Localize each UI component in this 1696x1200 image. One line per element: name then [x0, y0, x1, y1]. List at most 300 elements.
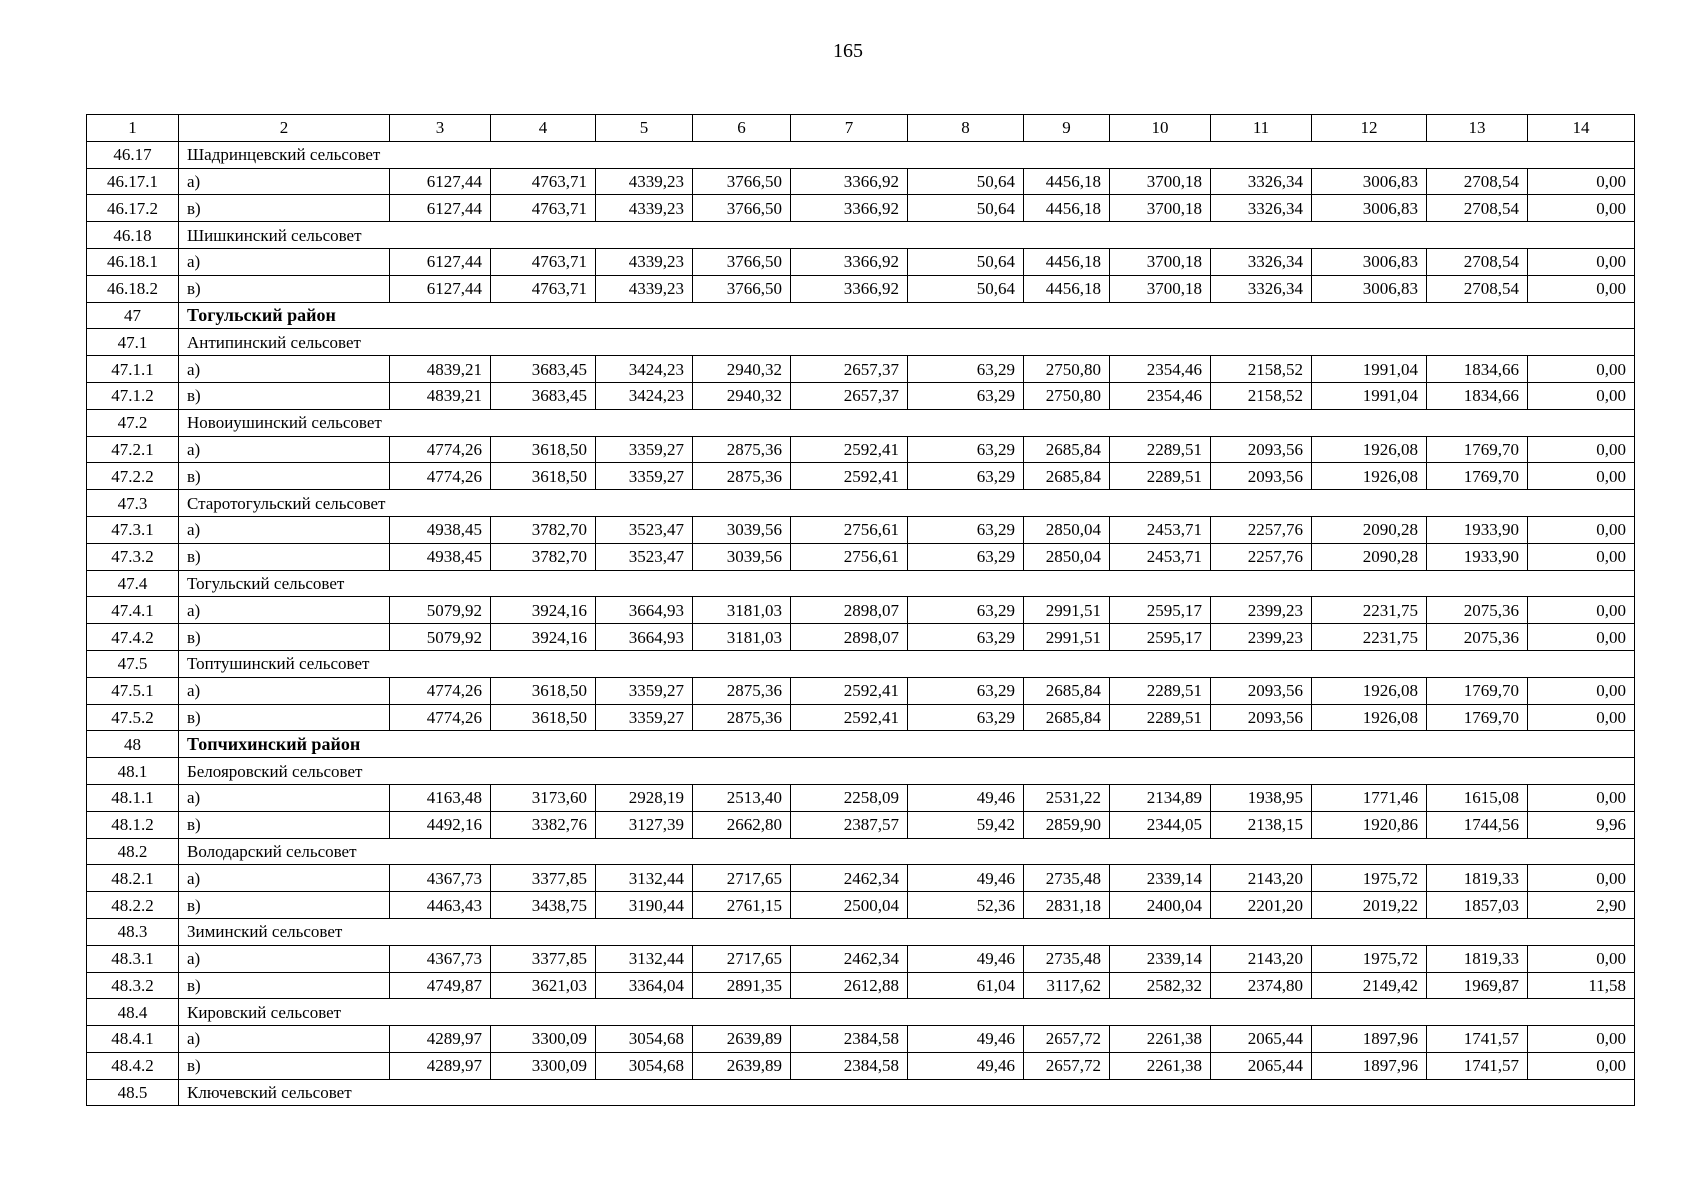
value-cell: 2991,51 — [1024, 624, 1110, 651]
value-cell: 2065,44 — [1211, 1052, 1312, 1079]
value-cell: 1834,66 — [1427, 356, 1528, 383]
value-cell: 3621,03 — [491, 972, 596, 999]
value-cell: 50,64 — [908, 168, 1024, 195]
row-code: 47.4 — [87, 570, 179, 597]
row-code: 47.1.1 — [87, 356, 179, 383]
council-name: Старотогульский сельсовет — [179, 490, 1635, 517]
value-cell: 2289,51 — [1110, 704, 1211, 731]
value-cell: 2595,17 — [1110, 597, 1211, 624]
value-cell: 1926,08 — [1312, 677, 1427, 704]
value-cell: 2761,15 — [693, 892, 791, 919]
value-cell: 3424,23 — [596, 382, 693, 409]
value-cell: 3006,83 — [1312, 248, 1427, 275]
value-cell: 2756,61 — [791, 543, 908, 570]
value-cell: 3664,93 — [596, 624, 693, 651]
column-header: 9 — [1024, 115, 1110, 142]
value-cell: 2875,36 — [693, 704, 791, 731]
value-cell: 2592,41 — [791, 463, 908, 490]
value-cell: 3359,27 — [596, 704, 693, 731]
value-cell: 2875,36 — [693, 677, 791, 704]
value-cell: 2708,54 — [1427, 275, 1528, 302]
value-cell: 3132,44 — [596, 865, 693, 892]
value-cell: 2639,89 — [693, 1026, 791, 1053]
value-cell: 2850,04 — [1024, 543, 1110, 570]
table-row — [87, 784, 1635, 811]
value-cell: 2928,19 — [596, 784, 693, 811]
row-label: в) — [179, 972, 390, 999]
value-cell: 1744,56 — [1427, 811, 1528, 838]
row-code: 47.3 — [87, 490, 179, 517]
value-cell: 2750,80 — [1024, 356, 1110, 383]
value-cell: 2257,76 — [1211, 516, 1312, 543]
value-cell: 1933,90 — [1427, 516, 1528, 543]
council-name: Шадринцевский сельсовет — [179, 141, 1635, 168]
value-cell: 0,00 — [1528, 865, 1635, 892]
value-cell: 4463,43 — [390, 892, 491, 919]
row-code: 47.5.2 — [87, 704, 179, 731]
value-cell: 2231,75 — [1312, 624, 1427, 651]
value-cell: 3366,92 — [791, 195, 908, 222]
value-cell: 4938,45 — [390, 516, 491, 543]
value-cell: 2149,42 — [1312, 972, 1427, 999]
value-cell: 2717,65 — [693, 865, 791, 892]
value-cell: 49,46 — [908, 865, 1024, 892]
value-cell: 1897,96 — [1312, 1026, 1427, 1053]
table-row — [87, 972, 1635, 999]
value-cell: 3366,92 — [791, 248, 908, 275]
council-row — [87, 409, 1635, 436]
value-cell: 3006,83 — [1312, 275, 1427, 302]
value-cell: 3924,16 — [491, 597, 596, 624]
value-cell: 4774,26 — [390, 436, 491, 463]
value-cell: 1741,57 — [1427, 1026, 1528, 1053]
row-code: 47 — [87, 302, 179, 329]
district-name: Тогульский район — [179, 302, 1635, 329]
row-label: а) — [179, 865, 390, 892]
value-cell: 2138,15 — [1211, 811, 1312, 838]
value-cell: 2257,76 — [1211, 543, 1312, 570]
value-cell: 2685,84 — [1024, 436, 1110, 463]
column-header: 7 — [791, 115, 908, 142]
value-cell: 2143,20 — [1211, 945, 1312, 972]
value-cell: 3523,47 — [596, 543, 693, 570]
row-label: а) — [179, 597, 390, 624]
row-label: в) — [179, 624, 390, 651]
value-cell: 1819,33 — [1427, 945, 1528, 972]
value-cell: 1769,70 — [1427, 677, 1528, 704]
value-cell: 1769,70 — [1427, 436, 1528, 463]
council-row — [87, 758, 1635, 785]
value-cell: 0,00 — [1528, 463, 1635, 490]
value-cell: 2462,34 — [791, 945, 908, 972]
council-row — [87, 490, 1635, 517]
value-cell: 3181,03 — [693, 597, 791, 624]
table-row — [87, 168, 1635, 195]
value-cell: 2261,38 — [1110, 1052, 1211, 1079]
district-name: Топчихинский район — [179, 731, 1635, 758]
value-cell: 2400,04 — [1110, 892, 1211, 919]
value-cell: 3424,23 — [596, 356, 693, 383]
value-cell: 2339,14 — [1110, 865, 1211, 892]
row-label: в) — [179, 195, 390, 222]
value-cell: 2735,48 — [1024, 865, 1110, 892]
value-cell: 6127,44 — [390, 275, 491, 302]
value-cell: 3366,92 — [791, 275, 908, 302]
value-cell: 63,29 — [908, 677, 1024, 704]
value-cell: 1771,46 — [1312, 784, 1427, 811]
value-cell: 0,00 — [1528, 195, 1635, 222]
value-cell: 3006,83 — [1312, 195, 1427, 222]
value-cell: 1857,03 — [1427, 892, 1528, 919]
value-cell: 3618,50 — [491, 463, 596, 490]
row-code: 46.17.2 — [87, 195, 179, 222]
row-code: 48.2.1 — [87, 865, 179, 892]
value-cell: 3359,27 — [596, 436, 693, 463]
value-cell: 3683,45 — [491, 382, 596, 409]
value-cell: 52,36 — [908, 892, 1024, 919]
row-label: в) — [179, 892, 390, 919]
value-cell: 2354,46 — [1110, 382, 1211, 409]
value-cell: 3523,47 — [596, 516, 693, 543]
value-cell: 2075,36 — [1427, 624, 1528, 651]
value-cell: 3766,50 — [693, 168, 791, 195]
value-cell: 2875,36 — [693, 463, 791, 490]
value-cell: 4367,73 — [390, 945, 491, 972]
value-cell: 3326,34 — [1211, 248, 1312, 275]
table-row — [87, 811, 1635, 838]
row-label: в) — [179, 275, 390, 302]
value-cell: 2756,61 — [791, 516, 908, 543]
value-cell: 2462,34 — [791, 865, 908, 892]
value-cell: 3173,60 — [491, 784, 596, 811]
council-name: Тогульский сельсовет — [179, 570, 1635, 597]
value-cell: 2662,80 — [693, 811, 791, 838]
row-code: 47.1.2 — [87, 382, 179, 409]
council-row — [87, 918, 1635, 945]
value-cell: 2,90 — [1528, 892, 1635, 919]
value-cell: 4763,71 — [491, 275, 596, 302]
column-header: 10 — [1110, 115, 1211, 142]
value-cell: 1975,72 — [1312, 865, 1427, 892]
value-cell: 0,00 — [1528, 356, 1635, 383]
table-row — [87, 463, 1635, 490]
value-cell: 3181,03 — [693, 624, 791, 651]
value-cell: 2859,90 — [1024, 811, 1110, 838]
row-label: а) — [179, 516, 390, 543]
value-cell: 4774,26 — [390, 677, 491, 704]
value-cell: 3700,18 — [1110, 275, 1211, 302]
value-cell: 6127,44 — [390, 248, 491, 275]
value-cell: 2093,56 — [1211, 704, 1312, 731]
value-cell: 2612,88 — [791, 972, 908, 999]
value-cell: 4763,71 — [491, 195, 596, 222]
value-cell: 0,00 — [1528, 784, 1635, 811]
value-cell: 3664,93 — [596, 597, 693, 624]
value-cell: 2940,32 — [693, 356, 791, 383]
row-code: 46.18.1 — [87, 248, 179, 275]
value-cell: 4938,45 — [390, 543, 491, 570]
value-cell: 5079,92 — [390, 624, 491, 651]
value-cell: 3618,50 — [491, 677, 596, 704]
value-cell: 49,46 — [908, 1026, 1024, 1053]
value-cell: 3700,18 — [1110, 248, 1211, 275]
value-cell: 1926,08 — [1312, 436, 1427, 463]
column-header: 3 — [390, 115, 491, 142]
value-cell: 3782,70 — [491, 516, 596, 543]
value-cell: 63,29 — [908, 704, 1024, 731]
value-cell: 11,58 — [1528, 972, 1635, 999]
value-cell: 2657,72 — [1024, 1026, 1110, 1053]
row-label: а) — [179, 356, 390, 383]
value-cell: 2685,84 — [1024, 704, 1110, 731]
value-cell: 2735,48 — [1024, 945, 1110, 972]
column-header: 11 — [1211, 115, 1312, 142]
value-cell: 3700,18 — [1110, 168, 1211, 195]
value-cell: 2289,51 — [1110, 677, 1211, 704]
value-cell: 2090,28 — [1312, 516, 1427, 543]
table-row — [87, 248, 1635, 275]
row-code: 47.2.2 — [87, 463, 179, 490]
column-header: 5 — [596, 115, 693, 142]
value-cell: 2258,09 — [791, 784, 908, 811]
value-cell: 4774,26 — [390, 704, 491, 731]
value-cell: 2158,52 — [1211, 356, 1312, 383]
value-cell: 0,00 — [1528, 516, 1635, 543]
value-cell: 4289,97 — [390, 1052, 491, 1079]
column-header: 1 — [87, 115, 179, 142]
value-cell: 63,29 — [908, 624, 1024, 651]
value-cell: 2592,41 — [791, 436, 908, 463]
table-row — [87, 382, 1635, 409]
table-row — [87, 624, 1635, 651]
value-cell: 1969,87 — [1427, 972, 1528, 999]
value-cell: 2090,28 — [1312, 543, 1427, 570]
value-cell: 2134,89 — [1110, 784, 1211, 811]
value-cell: 6127,44 — [390, 195, 491, 222]
value-cell: 2595,17 — [1110, 624, 1211, 651]
value-cell: 2639,89 — [693, 1052, 791, 1079]
table-row — [87, 516, 1635, 543]
value-cell: 63,29 — [908, 543, 1024, 570]
table-row — [87, 677, 1635, 704]
table-row — [87, 892, 1635, 919]
value-cell: 4339,23 — [596, 168, 693, 195]
value-cell: 2708,54 — [1427, 195, 1528, 222]
column-header: 6 — [693, 115, 791, 142]
value-cell: 3326,34 — [1211, 168, 1312, 195]
row-code: 48.1.2 — [87, 811, 179, 838]
value-cell: 0,00 — [1528, 275, 1635, 302]
value-cell: 3438,75 — [491, 892, 596, 919]
value-cell: 3766,50 — [693, 275, 791, 302]
value-cell: 2898,07 — [791, 624, 908, 651]
row-code: 48 — [87, 731, 179, 758]
value-cell: 3377,85 — [491, 865, 596, 892]
row-label: а) — [179, 436, 390, 463]
district-row — [87, 731, 1635, 758]
value-cell: 0,00 — [1528, 168, 1635, 195]
value-cell: 2289,51 — [1110, 436, 1211, 463]
table-row — [87, 356, 1635, 383]
value-cell: 50,64 — [908, 248, 1024, 275]
value-cell: 1991,04 — [1312, 382, 1427, 409]
table-row — [87, 543, 1635, 570]
value-cell: 3700,18 — [1110, 195, 1211, 222]
value-cell: 3326,34 — [1211, 275, 1312, 302]
council-name: Шишкинский сельсовет — [179, 222, 1635, 249]
column-header: 13 — [1427, 115, 1528, 142]
value-cell: 2891,35 — [693, 972, 791, 999]
table-row — [87, 704, 1635, 731]
value-cell: 3127,39 — [596, 811, 693, 838]
value-cell: 0,00 — [1528, 677, 1635, 704]
column-header: 12 — [1312, 115, 1427, 142]
value-cell: 4839,21 — [390, 382, 491, 409]
value-cell: 3132,44 — [596, 945, 693, 972]
row-label: а) — [179, 945, 390, 972]
table-row — [87, 1026, 1635, 1053]
table-row — [87, 865, 1635, 892]
value-cell: 3618,50 — [491, 436, 596, 463]
table-row — [87, 275, 1635, 302]
row-label: а) — [179, 677, 390, 704]
council-row — [87, 999, 1635, 1026]
value-cell: 3364,04 — [596, 972, 693, 999]
row-code: 46.18 — [87, 222, 179, 249]
row-code: 46.18.2 — [87, 275, 179, 302]
value-cell: 4163,48 — [390, 784, 491, 811]
value-cell: 1769,70 — [1427, 704, 1528, 731]
value-cell: 2657,72 — [1024, 1052, 1110, 1079]
council-name: Белояровский сельсовет — [179, 758, 1635, 785]
value-cell: 2399,23 — [1211, 624, 1312, 651]
value-cell: 2850,04 — [1024, 516, 1110, 543]
value-cell: 3359,27 — [596, 463, 693, 490]
value-cell: 63,29 — [908, 463, 1024, 490]
value-cell: 3300,09 — [491, 1052, 596, 1079]
value-cell: 0,00 — [1528, 597, 1635, 624]
value-cell: 3054,68 — [596, 1026, 693, 1053]
row-code: 47.2 — [87, 409, 179, 436]
value-cell: 4763,71 — [491, 168, 596, 195]
row-label: а) — [179, 248, 390, 275]
table-row — [87, 945, 1635, 972]
value-cell: 0,00 — [1528, 543, 1635, 570]
council-row — [87, 650, 1635, 677]
value-cell: 3924,16 — [491, 624, 596, 651]
value-cell: 2717,65 — [693, 945, 791, 972]
value-cell: 4839,21 — [390, 356, 491, 383]
value-cell: 2940,32 — [693, 382, 791, 409]
council-row — [87, 1079, 1635, 1106]
value-cell: 2592,41 — [791, 704, 908, 731]
council-row — [87, 222, 1635, 249]
value-cell: 4774,26 — [390, 463, 491, 490]
value-cell: 1926,08 — [1312, 463, 1427, 490]
row-label: в) — [179, 704, 390, 731]
value-cell: 1975,72 — [1312, 945, 1427, 972]
value-cell: 4339,23 — [596, 275, 693, 302]
column-header: 2 — [179, 115, 390, 142]
value-cell: 0,00 — [1528, 436, 1635, 463]
value-cell: 61,04 — [908, 972, 1024, 999]
value-cell: 2093,56 — [1211, 677, 1312, 704]
value-cell: 1933,90 — [1427, 543, 1528, 570]
row-code: 47.4.1 — [87, 597, 179, 624]
value-cell: 3117,62 — [1024, 972, 1110, 999]
value-cell: 2093,56 — [1211, 436, 1312, 463]
value-cell: 4456,18 — [1024, 195, 1110, 222]
value-cell: 2344,05 — [1110, 811, 1211, 838]
row-code: 48.4.2 — [87, 1052, 179, 1079]
row-label: в) — [179, 543, 390, 570]
value-cell: 2991,51 — [1024, 597, 1110, 624]
council-name: Антипинский сельсовет — [179, 329, 1635, 356]
row-label: в) — [179, 463, 390, 490]
row-label: в) — [179, 382, 390, 409]
table-body — [87, 115, 1635, 1106]
value-cell: 1741,57 — [1427, 1052, 1528, 1079]
council-row — [87, 838, 1635, 865]
column-header: 8 — [908, 115, 1024, 142]
value-cell: 0,00 — [1528, 1052, 1635, 1079]
council-name: Топтушинский сельсовет — [179, 650, 1635, 677]
row-label: а) — [179, 168, 390, 195]
value-cell: 1897,96 — [1312, 1052, 1427, 1079]
value-cell: 4492,16 — [390, 811, 491, 838]
value-cell: 2065,44 — [1211, 1026, 1312, 1053]
value-cell: 2158,52 — [1211, 382, 1312, 409]
value-cell: 50,64 — [908, 275, 1024, 302]
value-cell: 63,29 — [908, 382, 1024, 409]
value-cell: 2657,37 — [791, 382, 908, 409]
value-cell: 1938,95 — [1211, 784, 1312, 811]
row-label: а) — [179, 1026, 390, 1053]
value-cell: 5079,92 — [390, 597, 491, 624]
value-cell: 4367,73 — [390, 865, 491, 892]
value-cell: 0,00 — [1528, 1026, 1635, 1053]
row-code: 48.4 — [87, 999, 179, 1026]
row-code: 48.2.2 — [87, 892, 179, 919]
value-cell: 2685,84 — [1024, 463, 1110, 490]
row-code: 48.4.1 — [87, 1026, 179, 1053]
value-cell: 3377,85 — [491, 945, 596, 972]
value-cell: 49,46 — [908, 1052, 1024, 1079]
value-cell: 2831,18 — [1024, 892, 1110, 919]
value-cell: 3382,76 — [491, 811, 596, 838]
value-cell: 9,96 — [1528, 811, 1635, 838]
value-cell: 3006,83 — [1312, 168, 1427, 195]
council-row — [87, 570, 1635, 597]
value-cell: 3300,09 — [491, 1026, 596, 1053]
value-cell: 2708,54 — [1427, 248, 1528, 275]
value-cell: 4763,71 — [491, 248, 596, 275]
row-code: 47.3.2 — [87, 543, 179, 570]
value-cell: 49,46 — [908, 784, 1024, 811]
value-cell: 0,00 — [1528, 248, 1635, 275]
page-number: 165 — [833, 40, 863, 62]
column-header: 14 — [1528, 115, 1635, 142]
value-cell: 2453,71 — [1110, 516, 1211, 543]
value-cell: 2898,07 — [791, 597, 908, 624]
table-header-row — [87, 115, 1635, 142]
value-cell: 2500,04 — [791, 892, 908, 919]
district-row — [87, 302, 1635, 329]
value-cell: 3039,56 — [693, 516, 791, 543]
value-cell: 2231,75 — [1312, 597, 1427, 624]
value-cell: 50,64 — [908, 195, 1024, 222]
row-code: 48.1 — [87, 758, 179, 785]
